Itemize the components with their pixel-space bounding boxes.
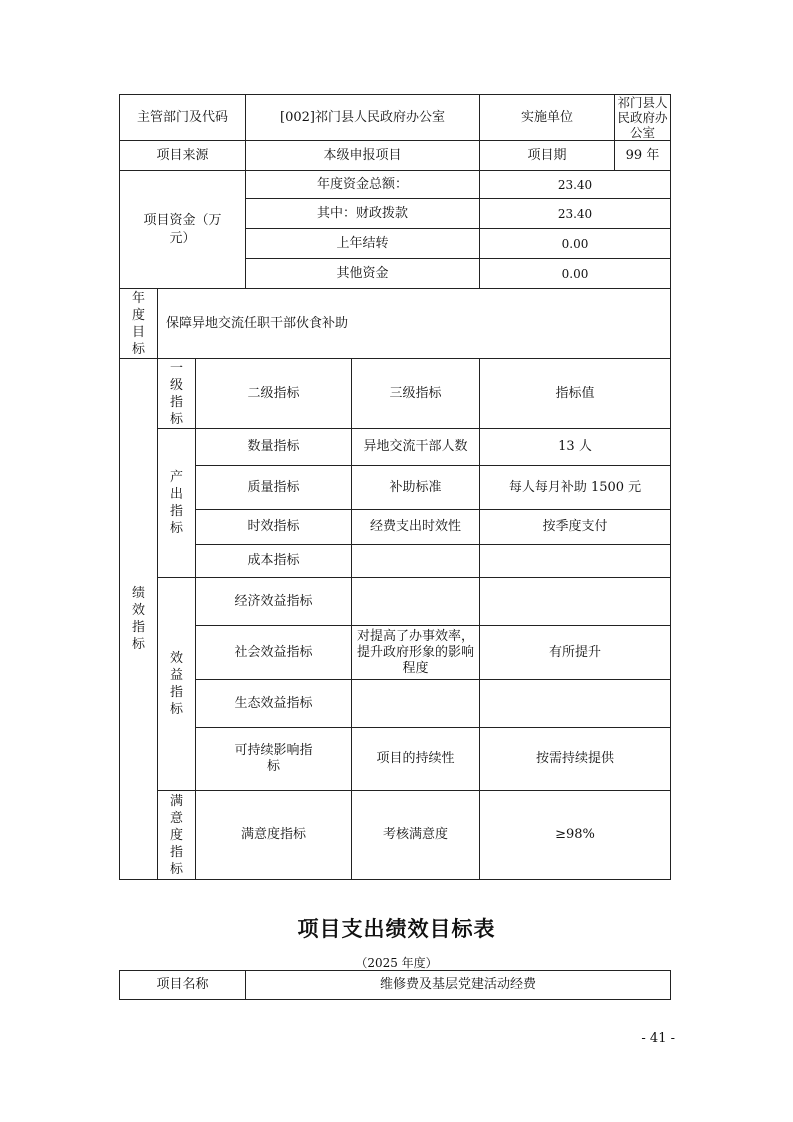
funds-carryover-label: 上年结转 — [246, 229, 480, 259]
funds-label-text: 项目资金（万元） — [143, 212, 222, 246]
performance-target-table — [119, 94, 671, 880]
performance-label — [120, 359, 158, 880]
second-table — [119, 970, 671, 1000]
performance-label-text: 绩效指标 — [131, 586, 145, 652]
funds-other-value: 0.00 — [480, 259, 671, 289]
annual-goal-label — [120, 289, 158, 359]
benefit-row-l2-text: 可持续影响指标 — [234, 743, 313, 774]
benefit-row-value: 按需持续提供 — [480, 728, 671, 791]
funds-other-label: 其他资金 — [246, 259, 480, 289]
dept-value: [002]祁门县人民政府办公室 — [246, 95, 480, 141]
satisfaction-row-l3: 考核满意度 — [352, 791, 480, 880]
project-name-label: 项目名称 — [120, 971, 246, 1000]
benefit-row-l2: 经济效益指标 — [196, 578, 352, 626]
impl-value: 祁门县人民政府办公室 — [615, 95, 671, 141]
benefit-row-l3 — [352, 578, 480, 626]
benefit-row-l3: 项目的持续性 — [352, 728, 480, 791]
benefit-label-text: 效益指标 — [169, 651, 183, 717]
output-row-l2: 时效指标 — [196, 510, 352, 545]
period-value: 99 年 — [615, 141, 671, 171]
output-row-l2: 质量指标 — [196, 466, 352, 510]
output-label-text: 产出指标 — [169, 470, 183, 536]
benefit-row-l3: 对提高了办事效率，提升政府形象的影响程度 — [352, 626, 480, 680]
benefit-label — [158, 578, 196, 791]
output-row-value: 每人每月补助 1500 元 — [480, 466, 671, 510]
annual-goal-value: 保障异地交流任职干部伙食补助 — [158, 289, 671, 359]
benefit-row-value: 有所提升 — [480, 626, 671, 680]
impl-label: 实施单位 — [480, 95, 615, 141]
benefit-row-l2 — [196, 728, 352, 791]
source-value: 本级申报项目 — [246, 141, 480, 171]
funds-fiscal-value: 23.40 — [480, 199, 671, 229]
funds-fiscal-label: 其中：财政拨款 — [246, 199, 480, 229]
output-row-l3: 经费支出时效性 — [352, 510, 480, 545]
page-number: - 41 - — [641, 1031, 675, 1046]
benefit-row-value — [480, 680, 671, 728]
output-label — [158, 429, 196, 578]
funds-carryover-value: 0.00 — [480, 229, 671, 259]
output-row-l3: 补助标准 — [352, 466, 480, 510]
funds-label — [120, 171, 246, 289]
output-row-l3 — [352, 545, 480, 578]
funds-total-label: 年度资金总额： — [246, 171, 480, 199]
output-row-value — [480, 545, 671, 578]
benefit-row-l2: 社会效益指标 — [196, 626, 352, 680]
second-table-title: 项目支出绩效目标表 — [297, 916, 496, 941]
satisfaction-row-l2: 满意度指标 — [196, 791, 352, 880]
satisfaction-label-text: 满意度指标 — [169, 793, 183, 877]
output-row-value: 按季度支付 — [480, 510, 671, 545]
head-value: 指标值 — [480, 359, 671, 429]
benefit-row-l3 — [352, 680, 480, 728]
funds-total-value: 23.40 — [480, 171, 671, 199]
head-level1 — [158, 359, 196, 429]
head-level1-text: 一级指标 — [169, 360, 183, 427]
dept-label: 主管部门及代码 — [120, 95, 246, 141]
output-row-l3: 异地交流干部人数 — [352, 429, 480, 466]
output-row-value: 13 人 — [480, 429, 671, 466]
satisfaction-row-value: ≥98% — [480, 791, 671, 880]
period-label: 项目期 — [480, 141, 615, 171]
source-label: 项目来源 — [120, 141, 246, 171]
annual-goal-label-text: 年度目标 — [131, 290, 145, 357]
project-name-value: 维修费及基层党建活动经费 — [246, 971, 671, 1000]
satisfaction-label — [158, 791, 196, 880]
head-level2: 二级指标 — [196, 359, 352, 429]
head-level3: 三级指标 — [352, 359, 480, 429]
output-row-l2: 数量指标 — [196, 429, 352, 466]
benefit-row-l2: 生态效益指标 — [196, 680, 352, 728]
second-table-year: （2025 年度） — [355, 956, 438, 970]
output-row-l2: 成本指标 — [196, 545, 352, 578]
benefit-row-value — [480, 578, 671, 626]
